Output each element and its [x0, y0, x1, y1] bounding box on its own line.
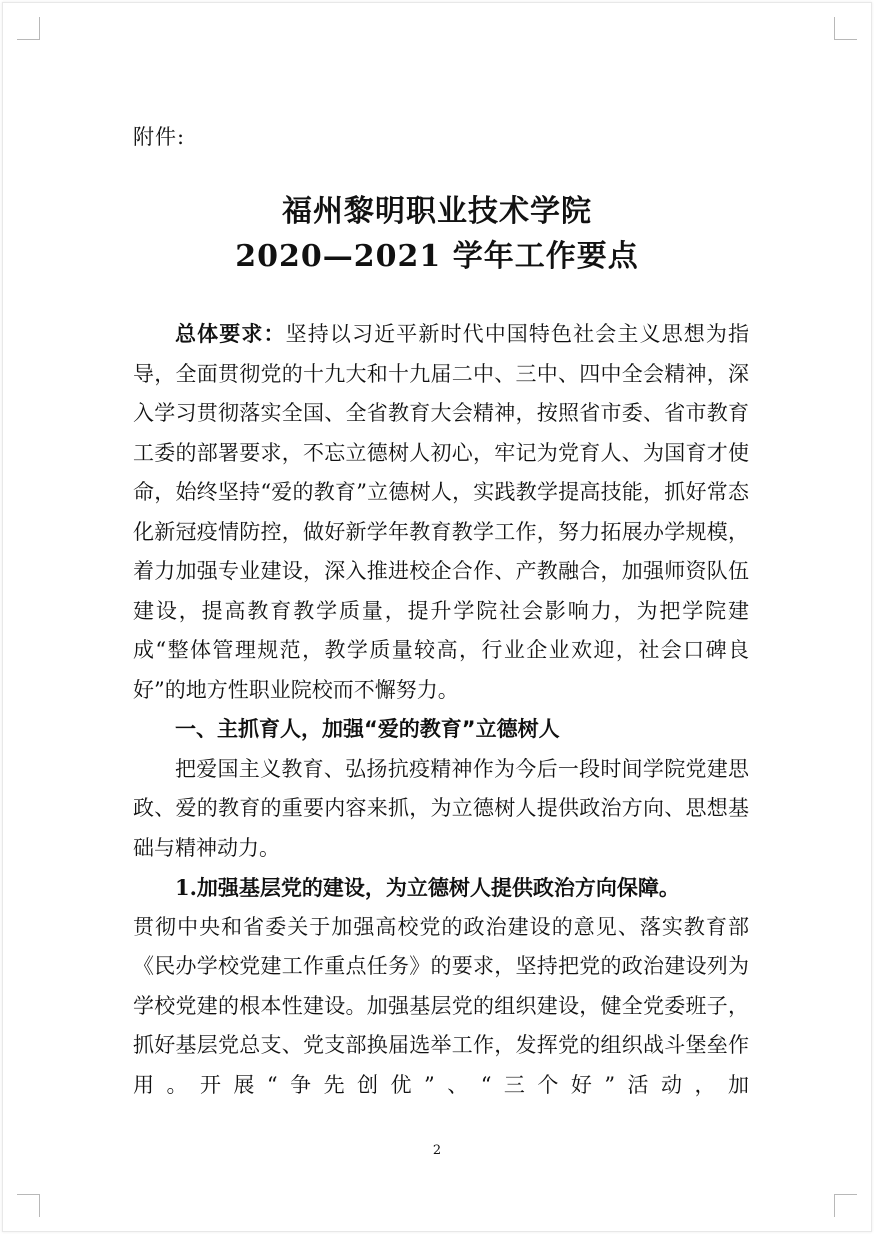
section-1-heading: 一、主抓育人，加强“爱的教育”立德树人: [175, 717, 560, 741]
crop-mark-bottom-left: [17, 1194, 40, 1217]
title-line-2: 2020—2021 学年工作要点: [235, 239, 639, 274]
crop-mark-bottom-right: [834, 1194, 857, 1217]
item-1-paragraph: 贯彻中央和省委关于加强高校党的政治建设的意见、落实教育部《民办学校党建工作重点任务》的要求，坚持把党的政治建设列为学校党建的根本性建设。加强基层党的组织建设，健全党委班子，抓好基层党总支、党支部换届选举工作，发挥党的组织战斗堡垒作用。开展“争先创优”、“三个好”活动，加: [133, 914, 749, 1097]
crop-mark-top-left: [17, 17, 40, 40]
document-body: [133, 315, 749, 1105]
intro-paragraph: [133, 315, 749, 710]
item-1-heading: 1.加强基层党的建设，为立德树人提供政治方向保障。: [175, 875, 680, 900]
section-1-paragraph: 把爱国主义教育、弘扬抗疫精神作为今后一段时间学院党建思政、爱的教育的重要内容来抓，为立德树人提供政治方向、思想基础与精神动力。: [133, 756, 749, 860]
page-number: 2: [432, 1143, 442, 1158]
intro-text: 坚持以习近平新时代中国特色社会主义思想为指导，全面贯彻党的十九大和十九届二中、三中、四中全会精神，深入学习贯彻落实全国、全省教育大会精神，按照省市委、省市教育工委的部署要求，不忘立德树人初心，牢记为党育人、为国育才使命，始终坚持“爱的教育”立德树人，实践教学提高技能，抓好常态化新冠疫情防控，做好新学年教育教学工作，努力拓展办学规模，着力加强专业建设，深入推进校企合作、产教融合，加强师资队伍建设，提高教育教学质量，提升学院社会影响力，为把学院建成“整体管理规范，教学质量较高，行业企业欢迎，社会口碑良好”的地方性职业院校而不懈努力。: [133, 322, 750, 702]
attachment-label: 附件:: [133, 125, 186, 149]
crop-mark-top-right: [834, 17, 857, 40]
document-page: [2, 2, 872, 1232]
intro-lead: 总体要求：: [175, 322, 286, 346]
title-line-1: 福州黎明职业技术学院: [282, 194, 592, 229]
